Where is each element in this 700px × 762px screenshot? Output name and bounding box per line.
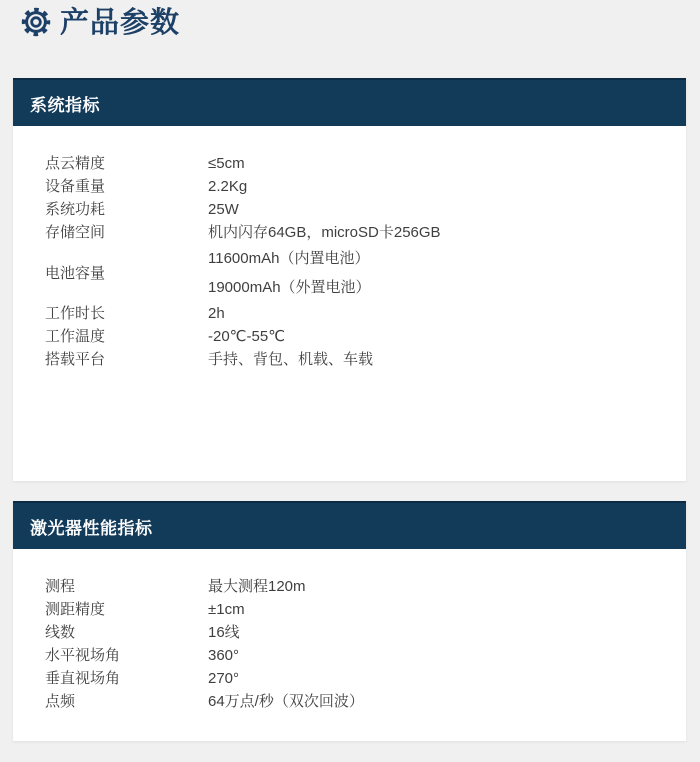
spec-values (208, 575, 654, 598)
page-header (0, 0, 700, 78)
spec-row (45, 221, 654, 244)
card-header (13, 78, 686, 126)
spec-label: 电池容量 (45, 264, 106, 282)
card-title: 激光器性能指标 (30, 518, 153, 538)
spec-value: 270° (208, 670, 240, 687)
spec-row (45, 175, 654, 198)
spec-label: 系统功耗 (45, 201, 106, 218)
spec-row (45, 575, 654, 598)
spec-values (208, 621, 654, 644)
spec-value: 11600mAh（内置电池） (208, 250, 370, 267)
spec-row (45, 152, 654, 175)
spec-cards (13, 78, 686, 741)
spec-values (208, 690, 654, 713)
spec-row (45, 348, 654, 371)
spec-values (208, 667, 654, 690)
spec-row (45, 598, 654, 621)
spec-values (208, 152, 654, 175)
gear-icon (20, 6, 52, 38)
spec-values (208, 198, 654, 221)
card-title: 系统指标 (30, 95, 100, 115)
spec-values (208, 244, 654, 302)
spec-label: 工作温度 (45, 328, 106, 345)
spec-value: 手持、背包、机载、车载 (208, 351, 374, 368)
spec-row (45, 325, 654, 348)
spec-values (208, 221, 654, 244)
spec-value: 25W (208, 201, 239, 218)
spec-label: 工作时长 (45, 305, 106, 322)
spec-card (13, 78, 686, 481)
spec-row (45, 198, 654, 221)
spec-row (45, 644, 654, 667)
spec-value: 16线 (208, 624, 240, 641)
spec-row (45, 244, 654, 302)
spec-row (45, 621, 654, 644)
spec-values (208, 175, 654, 198)
spec-label: 点云精度 (45, 155, 106, 172)
spec-value: 机内闪存64GB，microSD卡256GB (208, 224, 441, 241)
spec-values (208, 325, 654, 348)
spec-row (45, 302, 654, 325)
spec-value: 19000mAh（外置电池） (208, 279, 371, 296)
spec-label: 垂直视场角 (45, 670, 121, 687)
spec-row (45, 690, 654, 713)
spec-value: ≤5cm (208, 155, 245, 172)
spec-label: 测程 (45, 578, 76, 595)
spec-card (13, 501, 686, 741)
spec-label: 线数 (45, 624, 76, 641)
spec-value: 最大测程120m (208, 578, 306, 595)
card-header (13, 501, 686, 549)
card-body (13, 126, 686, 481)
spec-value: 360° (208, 647, 240, 664)
spec-label: 测距精度 (45, 601, 106, 618)
spec-values (208, 348, 654, 371)
spec-label: 搭载平台 (45, 351, 106, 368)
spec-values (208, 644, 654, 667)
spec-value: ±1cm (208, 601, 245, 618)
spec-value: -20℃-55℃ (208, 328, 286, 345)
spec-value: 64万点/秒（双次回波） (208, 693, 364, 710)
spec-value: 2.2Kg (208, 178, 248, 195)
spec-values (208, 302, 654, 325)
spec-label: 存储空间 (45, 224, 106, 241)
spec-label: 点频 (45, 693, 76, 710)
spec-label: 水平视场角 (45, 647, 121, 664)
page-title: 产品参数 (60, 7, 181, 39)
spec-label: 设备重量 (45, 178, 106, 195)
spec-values (208, 598, 654, 621)
card-body (13, 549, 686, 741)
spec-row (45, 667, 654, 690)
spec-value: 2h (208, 305, 225, 322)
